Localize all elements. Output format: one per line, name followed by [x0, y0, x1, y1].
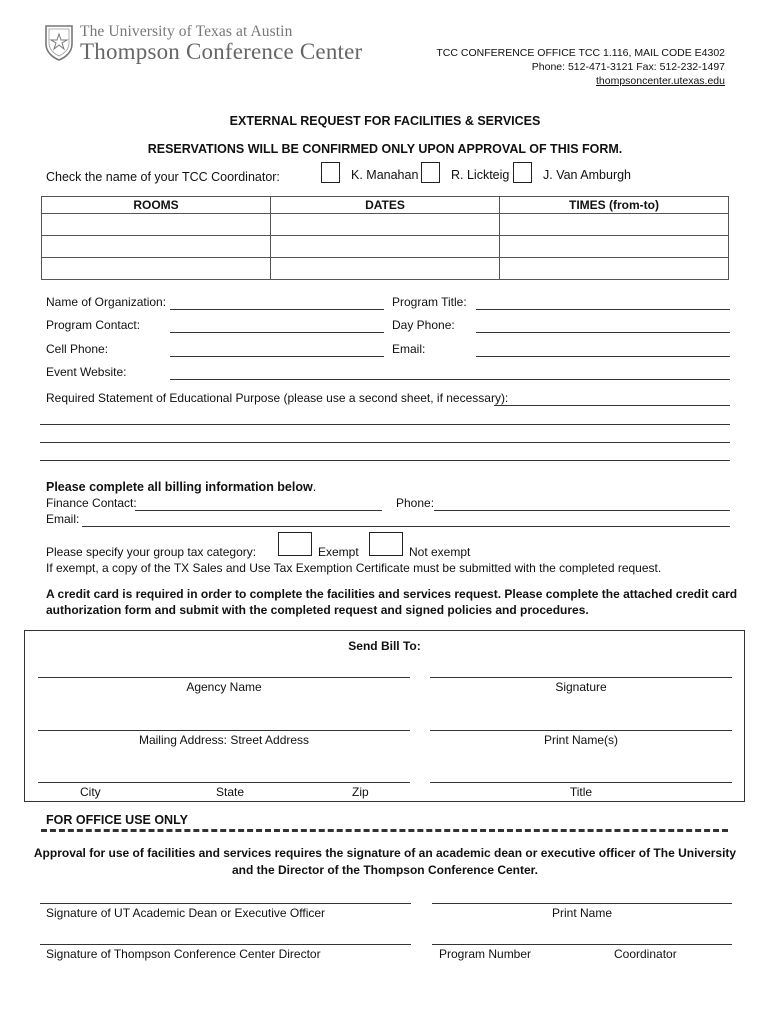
room-cell[interactable] — [42, 214, 271, 236]
signature-field[interactable] — [430, 677, 732, 678]
title-label: Title — [569, 785, 593, 799]
table-row — [42, 214, 729, 236]
tax-exempt-note: If exempt, a copy of the TX Sales and Use Tax Exemption Certificate must be submitted with the completed request. — [46, 561, 662, 575]
billing-heading-period: . — [312, 480, 317, 494]
tax-exempt-label: Exempt — [318, 545, 359, 559]
mailing-address-field[interactable] — [38, 730, 410, 731]
coordinator-label-office: Coordinator — [614, 947, 677, 961]
print-name-label: Print Name — [551, 906, 613, 920]
tax-not-exempt-checkbox[interactable] — [369, 532, 403, 556]
purpose-field[interactable] — [494, 405, 730, 406]
organization-label: Name of Organization: — [46, 295, 167, 309]
date-cell[interactable] — [271, 214, 500, 236]
email-field[interactable] — [476, 356, 730, 357]
purpose-label: Required Statement of Educational Purpose (please use a second sheet, if necessary): — [46, 391, 509, 405]
billing-email-field[interactable] — [82, 526, 730, 527]
finance-contact-field[interactable] — [135, 510, 382, 511]
program-coordinator-field[interactable] — [432, 944, 732, 945]
table-row — [42, 236, 729, 258]
billing-email-label: Email: — [46, 512, 80, 526]
cell-phone-field[interactable] — [170, 356, 384, 357]
approval-note-line-2: and the Director of the Thompson Conference Center. — [231, 863, 539, 877]
university-name: The University of Texas at Austin — [80, 23, 293, 40]
agency-name-field[interactable] — [38, 677, 410, 678]
print-names-field[interactable] — [430, 730, 732, 731]
finance-contact-label: Finance Contact: — [46, 496, 137, 510]
coordinator-option-van-amburgh: J. Van Amburgh — [543, 168, 632, 182]
cell-phone-label: Cell Phone: — [46, 342, 109, 356]
email-label: Email: — [392, 342, 426, 356]
day-phone-label: Day Phone: — [392, 318, 455, 332]
title-field[interactable] — [430, 782, 732, 783]
event-website-field[interactable] — [170, 379, 730, 380]
coordinator-option-lickteig: R. Lickteig — [451, 168, 510, 182]
approval-note-line-1: Approval for use of facilities and services requires the signature of an academic dean or executive officer of The University — [33, 846, 737, 860]
print-name-field[interactable] — [432, 903, 732, 904]
billing-phone-field[interactable] — [434, 510, 730, 511]
form-notice: RESERVATIONS WILL BE CONFIRMED ONLY UPON APPROVAL OF THIS FORM. — [147, 142, 623, 156]
day-phone-field[interactable] — [476, 332, 730, 333]
purpose-field-line-4[interactable] — [40, 460, 730, 461]
signature-label: Signature — [555, 680, 607, 694]
tax-not-exempt-label: Not exempt — [409, 545, 471, 559]
state-label: State — [216, 785, 245, 799]
credit-card-notice-line-2: authorization form and submit with the completed request and signed policies and procedures. — [46, 603, 589, 617]
coordinator-checkbox-van-amburgh[interactable] — [513, 162, 532, 183]
coordinator-checkbox-lickteig[interactable] — [421, 162, 440, 183]
organization-field[interactable] — [170, 309, 384, 310]
send-bill-to-title: Send Bill To: — [348, 639, 421, 653]
rooms-dates-times-table — [41, 196, 729, 280]
program-contact-label: Program Contact: — [46, 318, 141, 332]
program-title-label: Program Title: — [392, 295, 467, 309]
office-use-divider — [41, 829, 728, 832]
city-label: City — [80, 785, 101, 799]
billing-phone-label: Phone: — [396, 496, 435, 510]
dates-header: DATES — [271, 197, 500, 214]
time-cell[interactable] — [500, 236, 729, 258]
rooms-header: ROOMS — [42, 197, 271, 214]
times-header: TIMES (from-to) — [500, 197, 729, 214]
tax-category-label: Please specify your group tax category: — [46, 545, 257, 559]
office-use-heading: FOR OFFICE USE ONLY — [46, 813, 188, 827]
purpose-field-line-2[interactable] — [40, 424, 730, 425]
center-name: Thompson Conference Center — [80, 39, 363, 64]
send-bill-to-box — [24, 630, 745, 802]
tax-exempt-checkbox[interactable] — [278, 532, 312, 556]
time-cell[interactable] — [500, 258, 729, 280]
program-title-field[interactable] — [476, 309, 730, 310]
office-address: TCC CONFERENCE OFFICE TCC 1.116, MAIL CODE E4302 — [436, 47, 725, 59]
agency-name-label: Agency Name — [186, 680, 262, 694]
table-row — [42, 258, 729, 280]
event-website-label: Event Website: — [46, 365, 127, 379]
room-cell[interactable] — [42, 236, 271, 258]
coordinator-checkbox-manahan[interactable] — [321, 162, 340, 183]
time-cell[interactable] — [500, 214, 729, 236]
mailing-address-label: Mailing Address: Street Address — [138, 733, 310, 747]
director-signature-label: Signature of Thompson Conference Center Director — [46, 947, 321, 961]
dean-signature-field[interactable] — [40, 903, 411, 904]
room-cell[interactable] — [42, 258, 271, 280]
city-state-zip-field[interactable] — [38, 782, 410, 783]
coordinator-label: Check the name of your TCC Coordinator: — [46, 170, 280, 184]
form-title: EXTERNAL REQUEST FOR FACILITIES & SERVICES — [229, 114, 541, 128]
purpose-field-line-3[interactable] — [40, 442, 730, 443]
program-number-label: Program Number — [439, 947, 532, 961]
program-contact-field[interactable] — [170, 332, 384, 333]
print-names-label: Print Name(s) — [543, 733, 618, 747]
date-cell[interactable] — [271, 236, 500, 258]
ut-shield-logo-icon — [44, 24, 74, 62]
billing-heading-text: Please complete all billing information below — [46, 480, 313, 494]
billing-heading — [46, 480, 316, 494]
credit-card-notice-line-1: A credit card is required in order to complete the facilities and services request. Please complete the attached credit card — [46, 587, 738, 601]
office-website-link[interactable]: thompsoncenter.utexas.edu — [595, 75, 725, 87]
zip-label: Zip — [352, 785, 369, 799]
dean-signature-label: Signature of UT Academic Dean or Executive Officer — [46, 906, 326, 920]
office-phone: Phone: 512-471-3121 Fax: 512-232-1497 — [531, 61, 725, 73]
coordinator-option-manahan: K. Manahan — [351, 168, 419, 182]
director-signature-field[interactable] — [40, 944, 411, 945]
date-cell[interactable] — [271, 258, 500, 280]
